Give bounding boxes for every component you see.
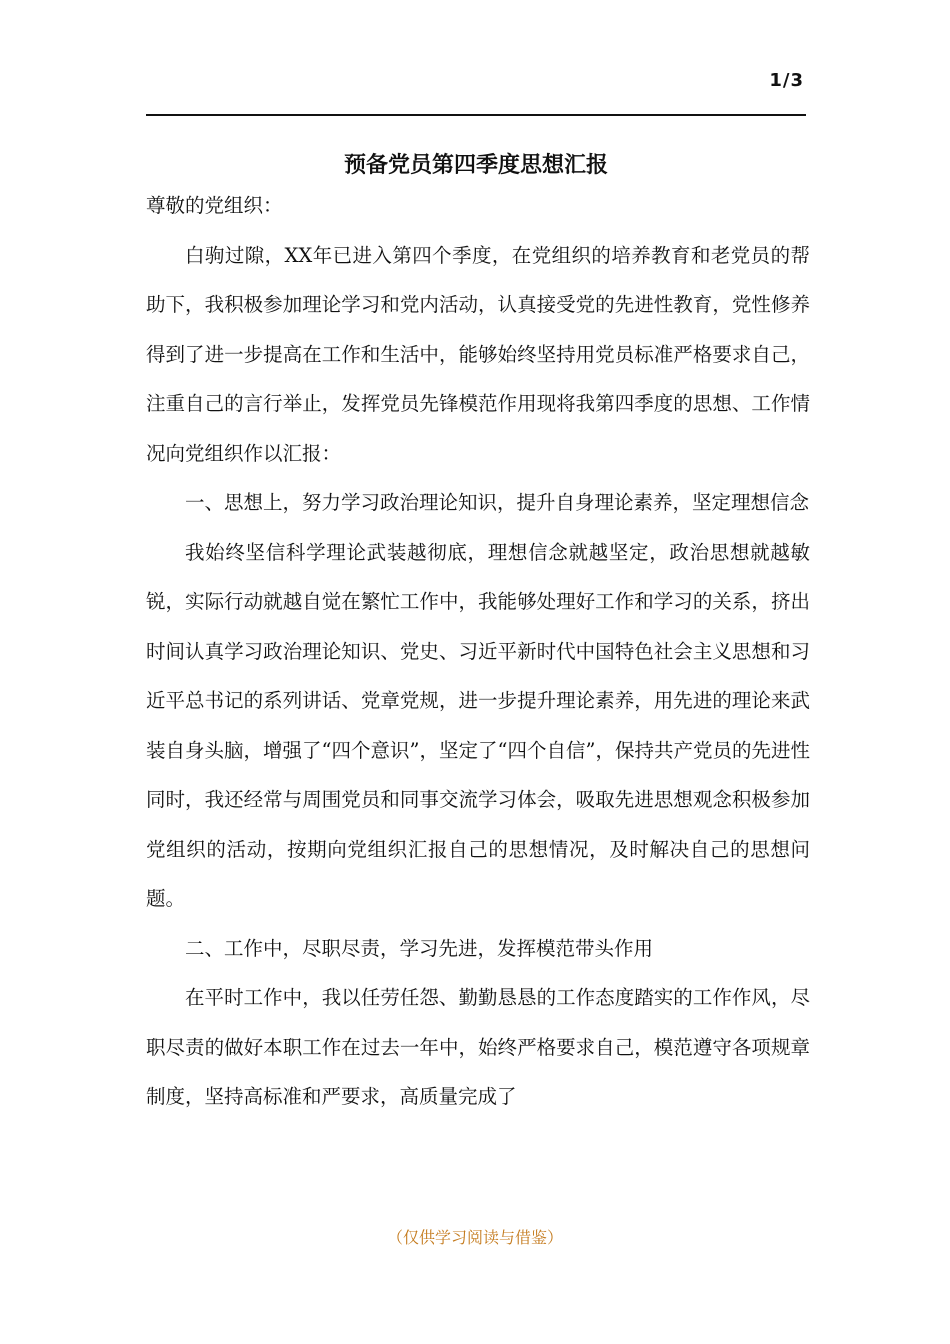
salutation: 尊敬的党组织： — [146, 194, 283, 217]
document-body — [146, 181, 810, 1122]
paragraph-work: 在平时工作中，我以任劳任怨、勤勤恳恳的工作态度踏实的工作作风，尽职尽责的做好本职工作在过去一年中，始终严格要求自己，模范遵守各项规章制度，坚持高标准和严要求，高质量完成了 — [146, 986, 810, 1108]
section-heading-thought: 一、思想上，努力学习政治理论知识，提升自身理论素养，坚定理想信念 — [185, 491, 810, 514]
paragraph-intro: 白驹过隙，XX年已进入第四个季度，在党组织的培养教育和老党员的帮助下，我积极参加理论学习和党内活动，认真接受党的先进性教育，党性修养得到了进一步提高在工作和生活中，能够始终坚持用党员标准严格要求自己，注重自己的言行举止，发挥党员先锋模范作用现将我第四季度的思想、工作情况向党组织作以汇报： — [146, 243, 810, 465]
section-heading-work: 二、工作中，尽职尽责，学习先进，发挥模范带头作用 — [185, 936, 654, 960]
footer-note: （仅供学习阅读与借鉴） — [386, 1228, 563, 1247]
page-number: 1/3 — [769, 70, 804, 91]
document-title: 预备党员第四季度思想汇报 — [343, 151, 608, 178]
paragraph-thought: 我始终坚信科学理论武装越彻底，理想信念就越坚定，政治思想就越敏锐，实际行动就越自觉在繁忙工作中，我能够处理好工作和学习的关系，挤出时间认真学习政治理论知识、党史、习近平新时代中国特色社会主义思想和习近平总书记的系列讲话、党章党规，进一步提升理论素养，用先进的理论来武装自身头脑，增强了“四个意识”，坚定了“四个自信”，保持共产党员的先进性同时，我还经常与周围党员和同事交流学习体会，吸取先进思想观念积极参加党组织的活动，按期向党组织汇报自己的思想情况，及时解决自己的思想问题。 — [146, 540, 810, 910]
header-rule — [146, 114, 806, 116]
